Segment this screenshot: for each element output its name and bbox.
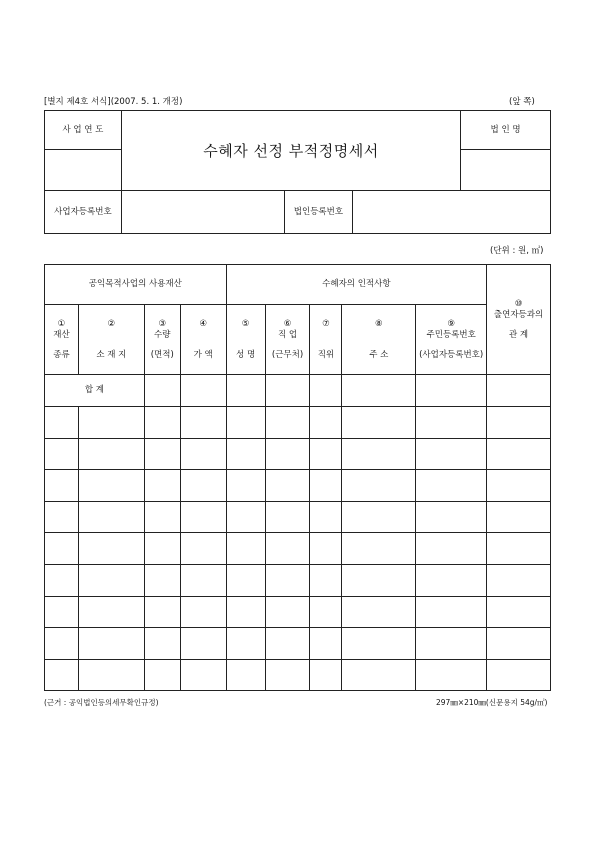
table-cell[interactable] [342, 470, 416, 502]
col-label-2: 소 재 지 [96, 349, 127, 360]
table-cell[interactable] [416, 407, 487, 439]
table-cell[interactable] [144, 501, 180, 533]
table-cell[interactable] [265, 501, 310, 533]
table-cell[interactable] [45, 564, 79, 596]
table-cell[interactable] [310, 596, 342, 628]
table-cell[interactable] [310, 438, 342, 470]
table-row [45, 407, 551, 439]
form-title: 수혜자 선정 부적정명세서 [121, 111, 460, 191]
col-label-1: 재산 [53, 329, 70, 340]
table-cell[interactable] [310, 407, 342, 439]
table-cell[interactable] [45, 596, 79, 628]
data-rows [45, 407, 551, 691]
col-num: ⑨ [447, 318, 455, 329]
table-cell[interactable] [265, 407, 310, 439]
table-cell[interactable] [144, 628, 180, 660]
col-label-2: (면적) [150, 349, 174, 360]
table-cell[interactable] [310, 470, 342, 502]
col-4-header [180, 305, 226, 375]
table-cell[interactable] [416, 628, 487, 660]
total-cell[interactable] [487, 375, 551, 407]
table-cell[interactable] [78, 564, 144, 596]
table-cell[interactable] [180, 533, 226, 565]
table-row [45, 501, 551, 533]
col-label-2: 가 액 [193, 349, 213, 360]
table-cell[interactable] [45, 533, 79, 565]
table-cell[interactable] [144, 596, 180, 628]
table-cell[interactable] [144, 407, 180, 439]
col-label-1 [181, 330, 226, 341]
table-cell[interactable] [78, 596, 144, 628]
page-side-label: (앞 쪽) [509, 97, 535, 107]
table-cell[interactable] [310, 628, 342, 660]
table-cell[interactable] [487, 501, 551, 533]
basis-note: (근거 : 공익법인등의세무확인규정) [44, 698, 159, 707]
table-cell[interactable] [310, 533, 342, 565]
col-2-header [78, 305, 144, 375]
total-cell[interactable] [310, 375, 342, 407]
table-cell[interactable] [78, 628, 144, 660]
table-row [45, 438, 551, 470]
table-cell[interactable] [226, 596, 265, 628]
table-cell[interactable] [78, 501, 144, 533]
table-cell[interactable] [342, 533, 416, 565]
col-label-1: 직 업 [277, 329, 298, 340]
table-cell[interactable] [180, 659, 226, 691]
table-cell[interactable] [310, 659, 342, 691]
table-cell[interactable] [487, 470, 551, 502]
col-8-header [342, 305, 416, 375]
table-cell[interactable] [180, 407, 226, 439]
corp-reg-no-field[interactable] [353, 191, 551, 234]
table-cell[interactable] [226, 659, 265, 691]
col-label-2: (사업자등록번호) [419, 349, 484, 360]
table-row [45, 596, 551, 628]
table-cell[interactable] [265, 596, 310, 628]
table-cell[interactable] [226, 438, 265, 470]
col-5-header [226, 305, 265, 375]
business-year-label: 사 업 연 도 [45, 111, 122, 150]
corp-name-label: 법 인 명 [461, 111, 551, 150]
main-table [44, 264, 551, 691]
table-cell[interactable] [342, 407, 416, 439]
table-cell[interactable] [180, 438, 226, 470]
table-row [45, 628, 551, 660]
paper-spec: 297㎜×210㎜(신문용지 54g/㎡) [436, 698, 548, 707]
table-cell[interactable] [487, 659, 551, 691]
table-cell[interactable] [342, 596, 416, 628]
col-6-header [265, 305, 310, 375]
col-label-2: 직위 [317, 349, 335, 360]
table-cell[interactable] [45, 438, 79, 470]
form-header-table [44, 110, 551, 234]
table-cell[interactable] [265, 628, 310, 660]
table-cell[interactable] [45, 407, 79, 439]
col-num: ⑤ [241, 318, 250, 329]
col-num: ⑦ [322, 318, 330, 329]
total-label: 합 계 [45, 375, 145, 407]
table-cell[interactable] [226, 501, 265, 533]
table-cell[interactable] [226, 628, 265, 660]
table-cell[interactable] [416, 659, 487, 691]
col-num: ⑧ [375, 318, 383, 329]
table-cell[interactable] [45, 470, 79, 502]
table-cell[interactable] [416, 533, 487, 565]
total-row [45, 375, 551, 407]
col-label-2: 종류 [53, 349, 70, 360]
biz-reg-no-label: 사업자등록번호 [45, 191, 122, 234]
table-cell[interactable] [180, 470, 226, 502]
table-cell[interactable] [310, 564, 342, 596]
col-label-1 [342, 330, 415, 341]
table-cell[interactable] [78, 659, 144, 691]
total-cell[interactable] [180, 375, 226, 407]
table-cell[interactable] [144, 470, 180, 502]
table-cell[interactable] [342, 564, 416, 596]
col-label-1: 주민등록번호 [426, 329, 476, 340]
col-num: ④ [199, 318, 207, 329]
table-cell[interactable] [265, 659, 310, 691]
table-cell[interactable] [416, 564, 487, 596]
col-1-header [45, 305, 79, 375]
table-row [45, 470, 551, 502]
biz-reg-no-field[interactable] [121, 191, 284, 234]
table-cell[interactable] [342, 628, 416, 660]
table-cell[interactable] [78, 533, 144, 565]
group-header-property: 공익목적사업의 사용재산 [45, 265, 227, 305]
table-cell[interactable] [265, 564, 310, 596]
table-cell[interactable] [226, 533, 265, 565]
col-10-header [487, 265, 551, 375]
col-10-label-1: 출연자등과의 [493, 309, 544, 320]
table-cell[interactable] [416, 438, 487, 470]
table-cell[interactable] [144, 564, 180, 596]
table-cell[interactable] [45, 501, 79, 533]
table-row [45, 659, 551, 691]
col-num: ⑥ [283, 318, 292, 329]
table-cell[interactable] [265, 470, 310, 502]
table-cell[interactable] [78, 438, 144, 470]
table-cell[interactable] [487, 564, 551, 596]
col-num: ② [107, 318, 116, 329]
corp-reg-no-label: 법인등록번호 [284, 191, 353, 234]
col-label-2: (근무처) [271, 349, 304, 360]
table-cell[interactable] [310, 501, 342, 533]
table-cell[interactable] [416, 596, 487, 628]
table-cell[interactable] [416, 470, 487, 502]
table-cell[interactable] [342, 438, 416, 470]
table-cell[interactable] [487, 438, 551, 470]
col-label-1 [79, 330, 144, 341]
col-num: ① [57, 318, 66, 329]
col-label-1 [227, 330, 265, 341]
table-row [45, 533, 551, 565]
table-cell[interactable] [180, 564, 226, 596]
table-cell[interactable] [342, 501, 416, 533]
form-number: [별지 제4호 서식](2007. 5. 1. 개정) [44, 97, 183, 107]
table-cell[interactable] [487, 596, 551, 628]
col-7-header [310, 305, 342, 375]
table-cell[interactable] [45, 659, 79, 691]
corp-name-field[interactable] [461, 150, 551, 191]
table-cell[interactable] [416, 501, 487, 533]
total-cell[interactable] [144, 375, 180, 407]
unit-note: (단위 : 원, ㎡) [490, 246, 544, 256]
total-cell[interactable] [416, 375, 487, 407]
table-cell[interactable] [342, 659, 416, 691]
table-cell[interactable] [78, 470, 144, 502]
table-cell[interactable] [144, 438, 180, 470]
group-header-beneficiary: 수혜자의 인적사항 [226, 265, 486, 305]
table-cell[interactable] [144, 533, 180, 565]
col-3-header [144, 305, 180, 375]
table-cell[interactable] [144, 659, 180, 691]
total-cell[interactable] [265, 375, 310, 407]
col-label-2: 성 명 [236, 349, 256, 360]
table-cell[interactable] [45, 628, 79, 660]
business-year-field[interactable] [45, 150, 122, 191]
table-cell[interactable] [226, 407, 265, 439]
col-10-label-2: 관 계 [508, 329, 529, 340]
col-10-num: ⑩ [514, 298, 523, 309]
table-cell[interactable] [180, 501, 226, 533]
col-label-2: 주 소 [369, 349, 389, 360]
table-cell[interactable] [180, 628, 226, 660]
table-cell[interactable] [226, 470, 265, 502]
table-cell[interactable] [487, 407, 551, 439]
table-cell[interactable] [487, 628, 551, 660]
table-row [45, 564, 551, 596]
table-cell[interactable] [226, 564, 265, 596]
total-cell[interactable] [342, 375, 416, 407]
table-cell[interactable] [265, 533, 310, 565]
table-cell[interactable] [487, 533, 551, 565]
col-num: ③ [158, 318, 167, 329]
table-cell[interactable] [265, 438, 310, 470]
table-cell[interactable] [78, 407, 144, 439]
total-cell[interactable] [226, 375, 265, 407]
col-label-1: 수량 [154, 329, 171, 340]
col-label-1 [310, 330, 341, 341]
table-cell[interactable] [180, 596, 226, 628]
col-9-header [416, 305, 487, 375]
